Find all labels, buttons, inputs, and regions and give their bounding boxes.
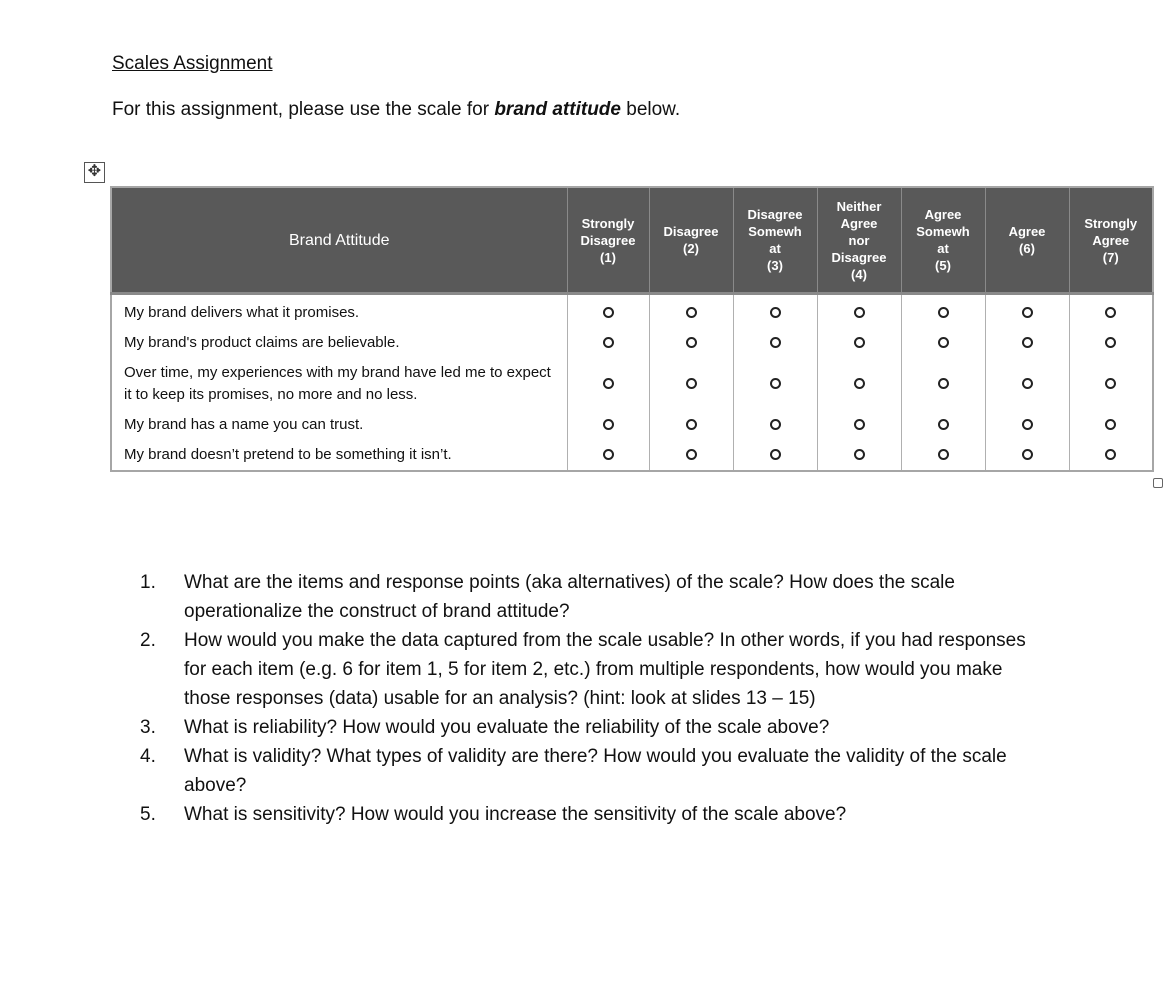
radio-button[interactable] <box>938 419 949 430</box>
header-line: Agree <box>840 215 878 231</box>
response-cell <box>985 410 1069 440</box>
radio-button[interactable] <box>1105 419 1116 430</box>
question-item <box>140 626 1040 713</box>
radio-button[interactable] <box>686 337 697 348</box>
table-body <box>111 294 1153 472</box>
response-cell <box>733 358 817 410</box>
header-line: at <box>769 241 781 256</box>
question-text: What is reliability? How would you evaluate the reliability of the scale above? <box>184 717 830 738</box>
header-line: nor <box>848 232 870 248</box>
question-list <box>140 568 1040 829</box>
scale-column-header <box>901 187 985 294</box>
item-statement: Over time, my experiences with my brand have led me to expect it to keep its promises, no more and no less. <box>111 358 567 410</box>
response-cell <box>567 440 649 471</box>
item-column-header: Brand Attitude <box>111 187 567 294</box>
response-cell <box>649 440 733 471</box>
response-cell <box>901 358 985 410</box>
radio-button[interactable] <box>603 307 614 318</box>
table-row <box>111 294 1153 329</box>
response-cell <box>733 440 817 471</box>
response-cell <box>649 294 733 329</box>
radio-button[interactable] <box>686 449 697 460</box>
resize-square-icon[interactable] <box>1153 478 1163 488</box>
radio-button[interactable] <box>770 449 781 460</box>
radio-button[interactable] <box>603 378 614 389</box>
table-row <box>111 440 1153 471</box>
response-cell <box>817 294 901 329</box>
response-cell <box>733 410 817 440</box>
radio-button[interactable] <box>1022 378 1033 389</box>
table-row <box>111 410 1153 440</box>
response-cell <box>901 410 985 440</box>
radio-button[interactable] <box>686 378 697 389</box>
response-cell <box>901 440 985 471</box>
header-line: Somewh <box>748 224 802 239</box>
radio-button[interactable] <box>603 449 614 460</box>
response-cell <box>817 410 901 440</box>
radio-button[interactable] <box>770 419 781 430</box>
radio-button[interactable] <box>938 307 949 318</box>
header-line: Disagree <box>831 249 887 265</box>
intro-text <box>112 99 680 121</box>
response-cell <box>1069 358 1153 410</box>
response-cell <box>567 294 649 329</box>
table-header-row <box>111 187 1153 294</box>
response-cell <box>649 410 733 440</box>
question-item <box>140 800 1040 829</box>
header-line: Strongly <box>581 215 635 231</box>
radio-button[interactable] <box>854 419 865 430</box>
response-cell <box>649 328 733 358</box>
scale-column-header <box>1069 187 1153 294</box>
header-line: Agree <box>1008 224 1046 239</box>
response-cell <box>567 328 649 358</box>
radio-button[interactable] <box>938 378 949 389</box>
response-cell <box>985 358 1069 410</box>
intro-after: below. <box>620 99 681 120</box>
radio-button[interactable] <box>1105 337 1116 348</box>
intro-before: For this assignment, please use the scale for <box>112 99 495 120</box>
radio-button[interactable] <box>1022 419 1033 430</box>
question-number: 4. <box>140 746 156 767</box>
response-cell <box>1069 410 1153 440</box>
header-line: Strongly <box>1084 215 1138 231</box>
radio-button[interactable] <box>1105 307 1116 318</box>
header-line: (4) <box>851 266 867 282</box>
response-cell <box>985 328 1069 358</box>
response-cell <box>649 358 733 410</box>
response-cell <box>901 294 985 329</box>
document-title: Scales Assignment <box>112 53 273 74</box>
response-cell <box>817 440 901 471</box>
header-line: at <box>937 241 949 256</box>
response-cell <box>985 294 1069 329</box>
question-number: 2. <box>140 630 156 651</box>
radio-button[interactable] <box>938 449 949 460</box>
radio-button[interactable] <box>1022 337 1033 348</box>
item-statement: My brand's product claims are believable. <box>111 328 567 358</box>
response-cell <box>1069 294 1153 329</box>
question-number: 1. <box>140 572 156 593</box>
question-item <box>140 742 1040 800</box>
header-line: (3) <box>767 258 783 273</box>
response-cell <box>567 410 649 440</box>
radio-button[interactable] <box>938 337 949 348</box>
scale-column-header <box>649 187 733 294</box>
response-cell <box>733 328 817 358</box>
radio-button[interactable] <box>1105 449 1116 460</box>
response-cell <box>1069 440 1153 471</box>
radio-button[interactable] <box>603 419 614 430</box>
header-line: Disagree <box>580 232 636 248</box>
response-cell <box>817 358 901 410</box>
header-line: Agree <box>1092 232 1130 248</box>
question-number: 3. <box>140 717 156 738</box>
response-cell <box>1069 328 1153 358</box>
table-row <box>111 358 1153 410</box>
header-line: Agree <box>924 207 962 222</box>
header-line: Disagree <box>747 207 803 222</box>
radio-button[interactable] <box>770 337 781 348</box>
question-item <box>140 713 1040 742</box>
item-statement: My brand has a name you can trust. <box>111 410 567 440</box>
radio-button[interactable] <box>854 337 865 348</box>
header-line: Neither <box>836 198 882 214</box>
header-line: Disagree <box>663 224 719 239</box>
header-line: (7) <box>1102 249 1119 265</box>
item-statement: My brand delivers what it promises. <box>111 294 567 329</box>
radio-button[interactable] <box>770 378 781 389</box>
radio-button[interactable] <box>854 307 865 318</box>
scale-column-header <box>733 187 817 294</box>
radio-button[interactable] <box>854 449 865 460</box>
radio-button[interactable] <box>1022 449 1033 460</box>
response-cell <box>733 294 817 329</box>
scale-column-header <box>567 187 649 294</box>
question-text: What are the items and response points (aka alternatives) of the scale? How does the scale operationalize the construct of brand attitude? <box>184 572 955 622</box>
radio-button[interactable] <box>686 307 697 318</box>
header-line: (1) <box>600 249 616 265</box>
scale-column-header <box>985 187 1069 294</box>
header-line: (6) <box>1019 241 1035 256</box>
question-number: 5. <box>140 804 156 825</box>
radio-button[interactable] <box>1105 378 1116 389</box>
header-line: (2) <box>683 241 699 256</box>
move-arrows-icon[interactable]: ✥ <box>84 162 105 183</box>
scale-column-header <box>817 187 901 294</box>
radio-button[interactable] <box>854 378 865 389</box>
table-row <box>111 328 1153 358</box>
radio-button[interactable] <box>1022 307 1033 318</box>
response-cell <box>567 358 649 410</box>
header-line: Somewh <box>916 224 970 239</box>
question-text: What is validity? What types of validity are there? How would you evaluate the validity of the scale above? <box>184 746 1007 796</box>
header-line: (5) <box>935 258 951 273</box>
radio-button[interactable] <box>770 307 781 318</box>
response-cell <box>817 328 901 358</box>
response-cell <box>901 328 985 358</box>
response-cell <box>985 440 1069 471</box>
brand-attitude-table <box>110 186 1154 472</box>
radio-button[interactable] <box>686 419 697 430</box>
radio-button[interactable] <box>603 337 614 348</box>
intro-bold: brand attitude <box>494 99 621 120</box>
question-item <box>140 568 1040 626</box>
question-text: What is sensitivity? How would you increase the sensitivity of the scale above? <box>184 804 847 825</box>
item-statement: My brand doesn’t pretend to be something it isn’t. <box>111 440 567 471</box>
question-text: How would you make the data captured from the scale usable? In other words, if you had responses for each item (e.g. 6 for item 1, 5 for item 2, etc.) from multiple respondents, how would you make those responses (data) usable for an analysis? (hint: look at slides 13 – 15) <box>184 630 1026 709</box>
